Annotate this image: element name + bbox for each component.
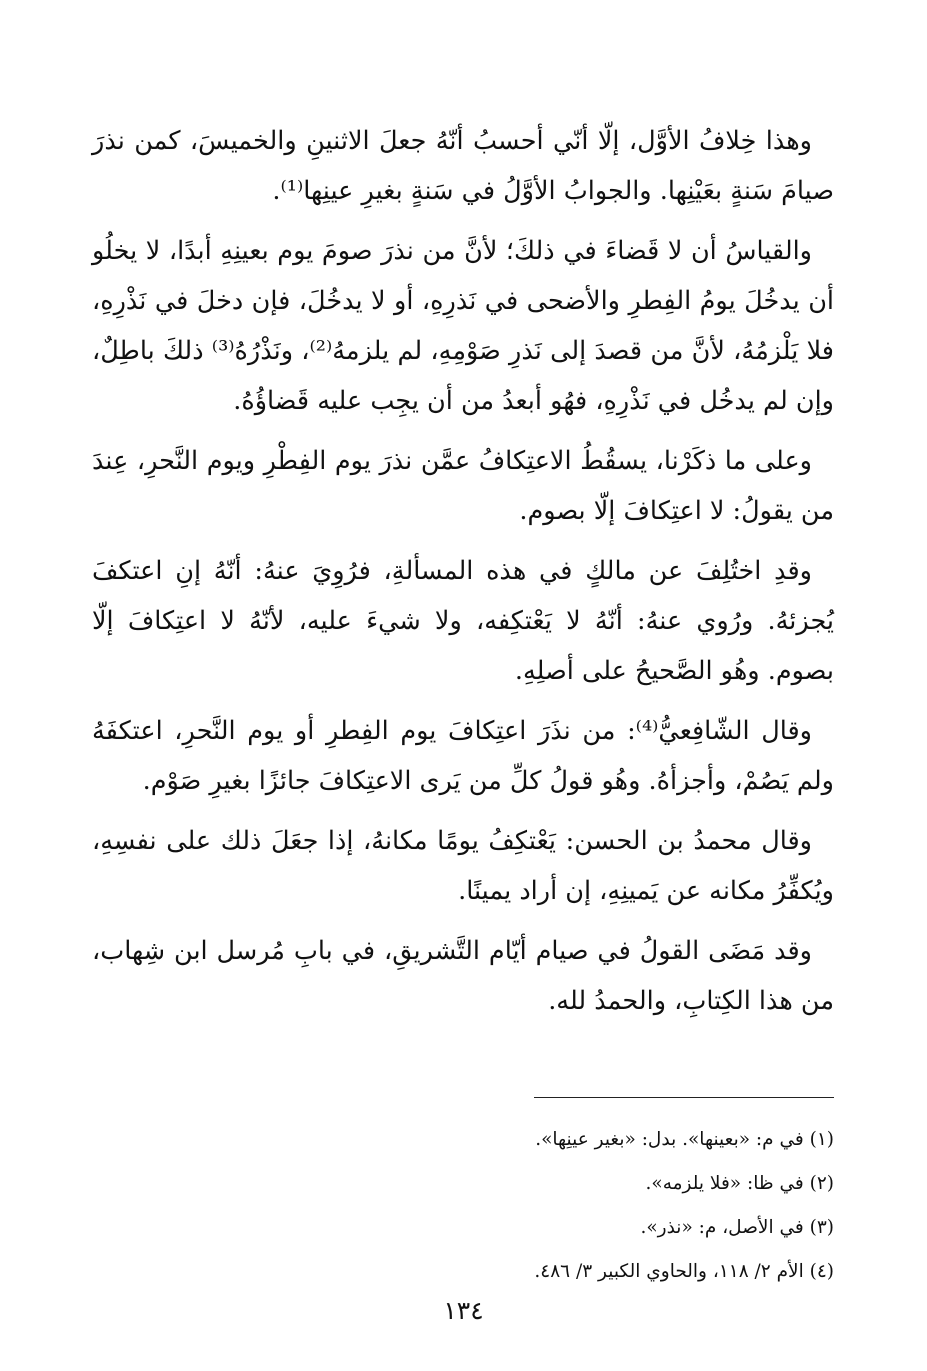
footnote-1: (١) في م: «بعينها». بدل: «بغير عينِها». bbox=[535, 1129, 834, 1150]
paragraph-4: وقدِ اختُلِفَ عن مالكٍ في هذه المسألةِ، فرُوِيَ عنهُ: أنّهُ إنِ اعتكفَ يُجزئهُ. ورُوي عنهُ: أنّهُ لا يَعْتكِفه، ولا شيءَ عليه، لأنّهُ لا اعتِكافَ إلّا بصوم. وهُو الصَّحيحُ على أصلِهِ. bbox=[92, 556, 834, 686]
paragraph-2: والقياسُ أن لا قَضاءَ في ذلكَ؛ لأنَّ من نذرَ صومَ يوم بعينِهِ أبدًا، لا يخلُو أن يدخُلَ يومُ الفِطرِ والأضحى في نَذرِهِ، أو لا يدخُلَ، فإن دخلَ في نَذْرِهِ، فلا يَلْزمُهُ، لأنَّ من قصدَ إلى نَذرِ صَوْمِهِ، لم يلزمهُ⁽²⁾، ونَذْرُهُ⁽³⁾ ذلكَ باطِلٌ، وإن لم يدخُل في نَذْرِهِ، فهُو أبعدُ من أن يجِب عليه قَضاؤُهُ. bbox=[92, 236, 834, 416]
paragraph-1: وهذا خِلافُ الأوَّل، إلّا أنّي أحسبُ أنّهُ جعلَ الاثنينِ والخميسَ، كمن نذرَ صيامَ سَنةٍ بعَيْنِها. والجوابُ الأوَّلُ في سَنةٍ بغيرِ عينِها⁽¹⁾. bbox=[92, 126, 834, 206]
paragraph-7: وقد مَضَى القولُ في صيام أيّام التَّشريقِ، في بابِ مُرسل ابن شِهاب، من هذا الكِتابِ، والحمدُ لله. bbox=[92, 936, 834, 1016]
main-text-body bbox=[92, 116, 834, 1036]
footnote-3: (٣) في الأصل، م: «نذر». bbox=[640, 1217, 834, 1238]
footnotes-section bbox=[300, 1118, 834, 1294]
footnote-4: (٤) الأم ٢/ ١١٨، والحاوي الكبير ٣/ ٤٨٦. bbox=[534, 1261, 834, 1282]
paragraph-3: وعلى ما ذكَرْنا، يسقُطُ الاعتِكافُ عمَّن نذرَ يوم الفِطْرِ ويوم النَّحرِ، عِندَ من يقولُ: لا اعتِكافَ إلّا بصوم. bbox=[92, 446, 834, 526]
paragraph-5: وقال الشّافِعيُّ⁽⁴⁾: من نذَرَ اعتِكافَ يوم الفِطرِ أو يوم النَّحرِ، اعتكفَهُ ولم يَصُمْ، وأجزأهُ. وهُو قولُ كلِّ من يَرى الاعتِكافَ جائزًا بغيرِ صَوْم. bbox=[92, 716, 834, 796]
footnote-divider bbox=[534, 1097, 834, 1098]
footnote-2: (٢) في ظا: «فلا يلزمه». bbox=[645, 1173, 834, 1194]
page-number: ١٣٤ bbox=[443, 1296, 484, 1325]
paragraph-6: وقال محمدُ بن الحسن: يَعْتكِفُ يومًا مكانهُ، إذا جعَلَ ذلك على نفسِهِ، ويُكفِّرُ مكانه عن يَمينِهِ، إن أراد يمينًا. bbox=[92, 826, 834, 906]
